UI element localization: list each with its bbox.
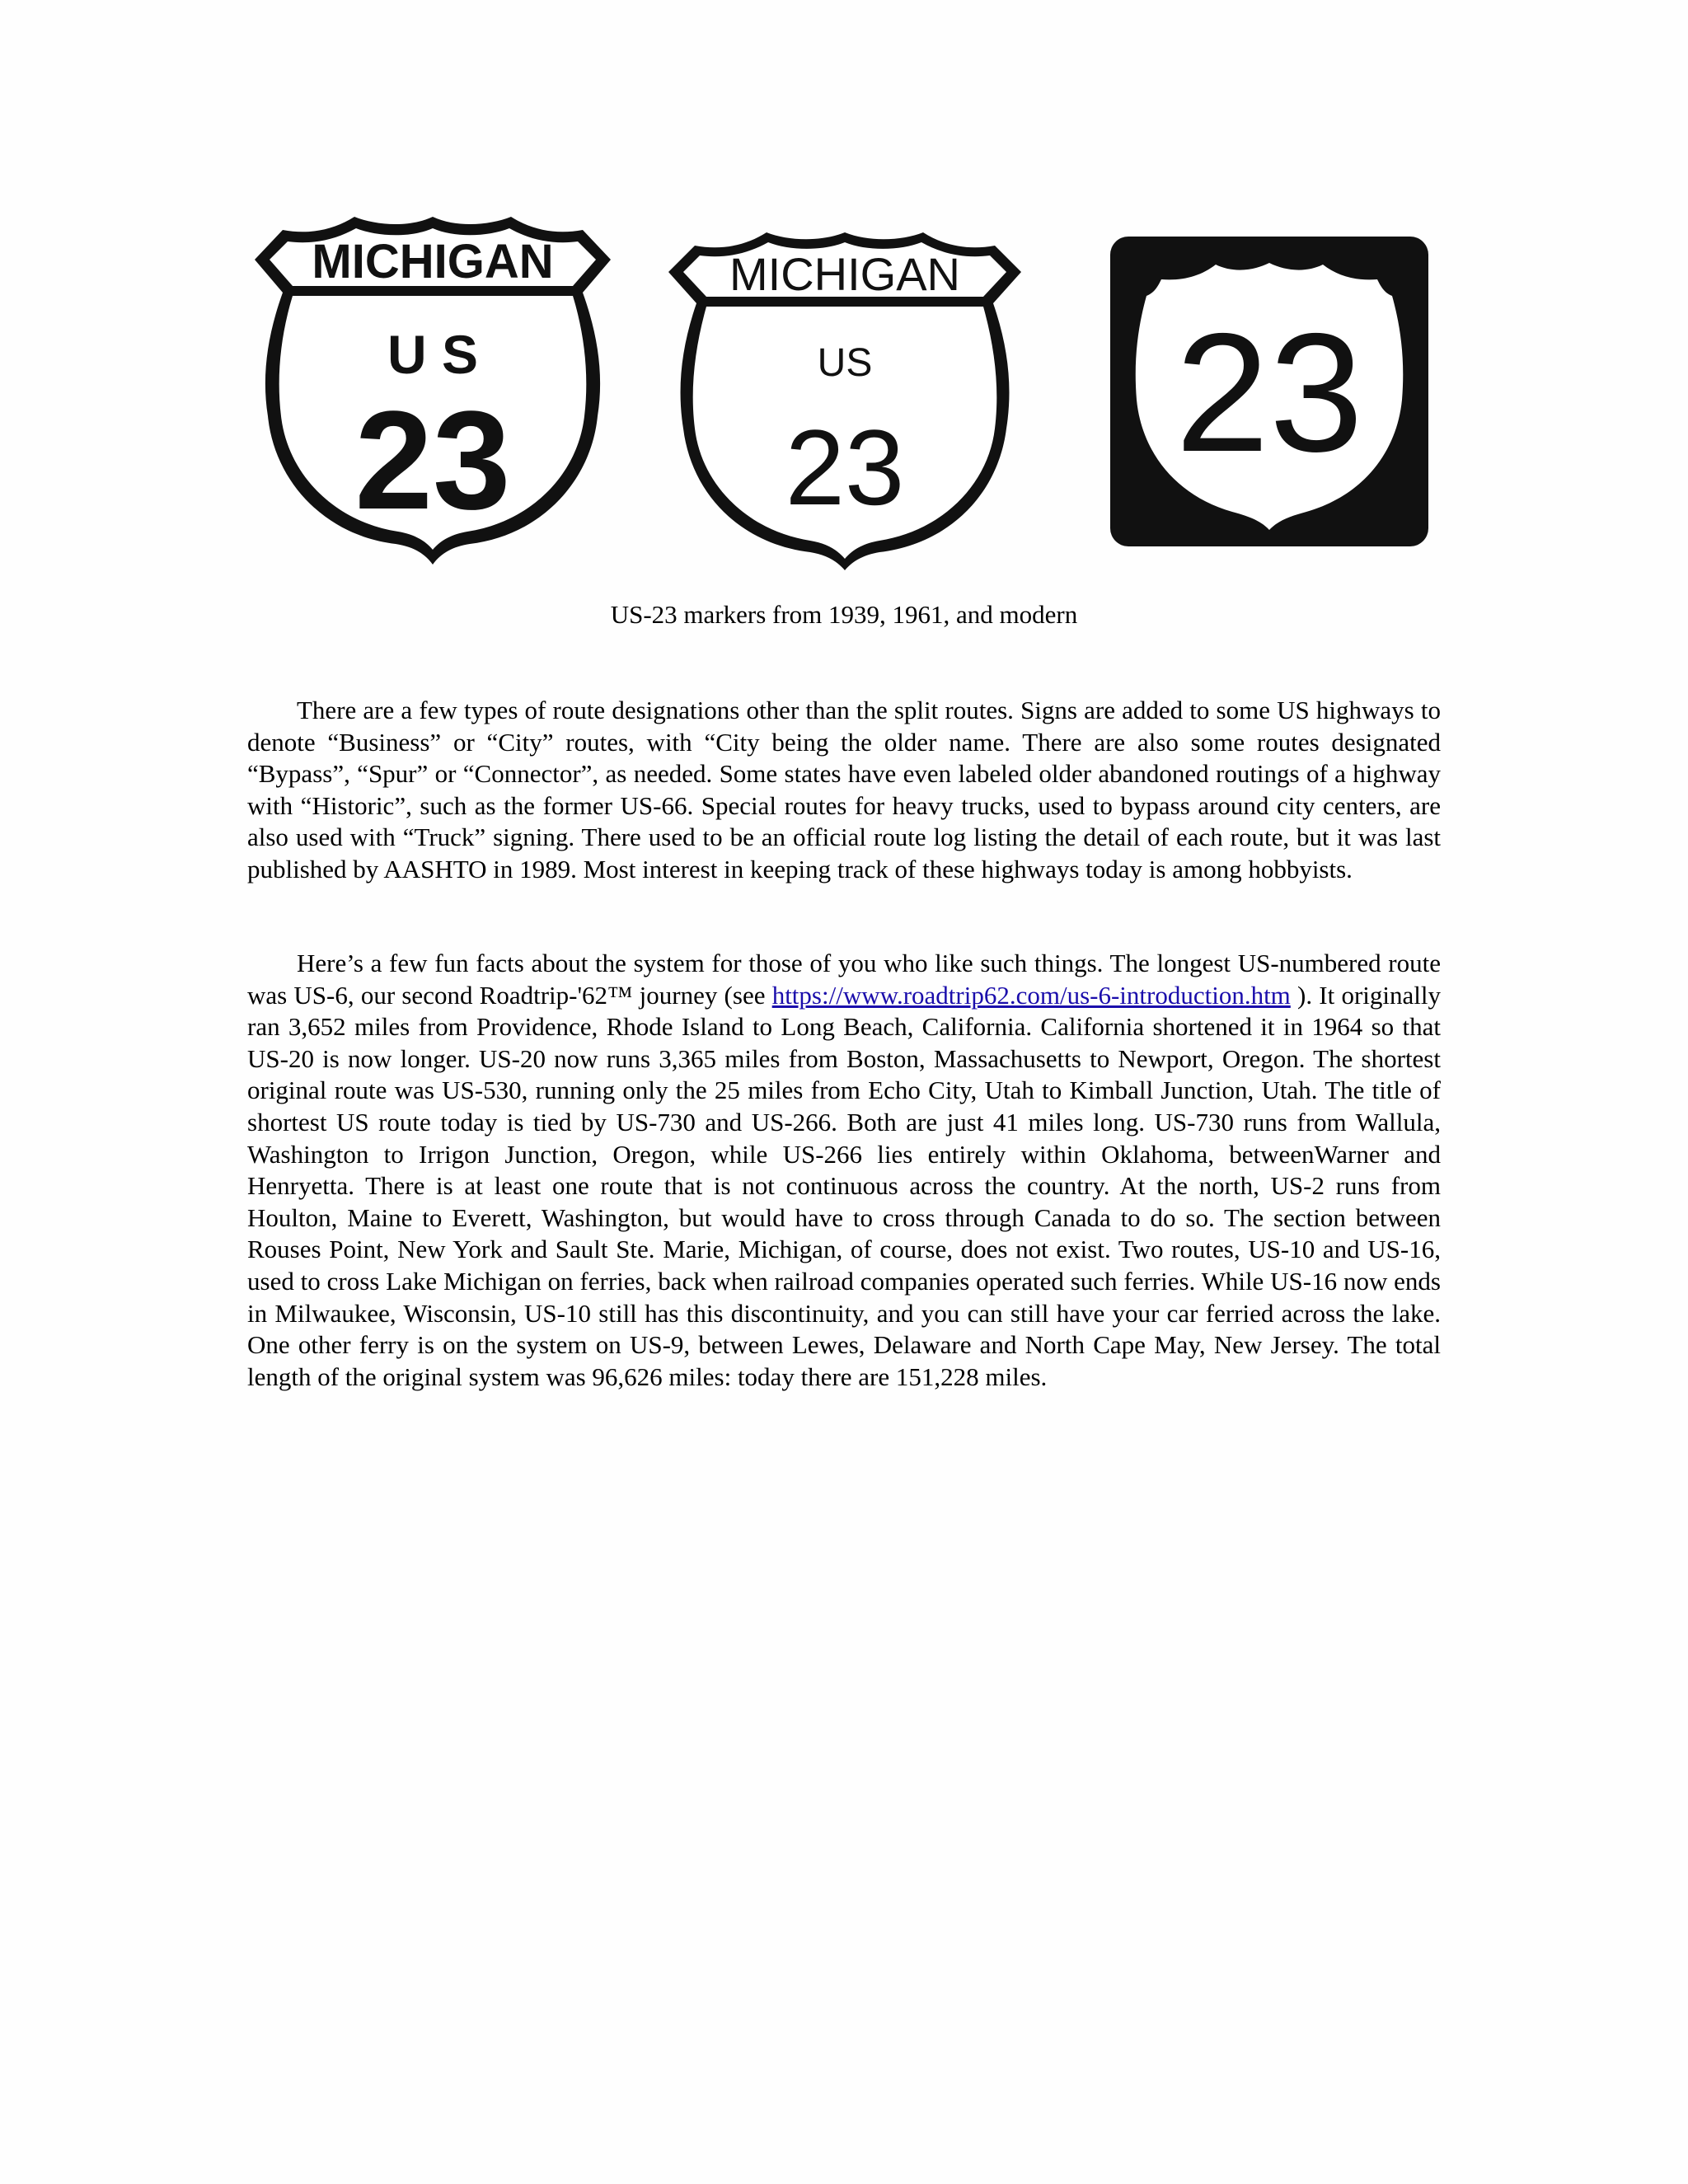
- marker-1961-state: MICHIGAN: [729, 248, 960, 300]
- marker-1939-number: 23: [354, 382, 511, 539]
- marker-modern-number: 23: [1175, 298, 1364, 487]
- marker-modern-image: [1109, 235, 1430, 548]
- marker-1939-us: U S: [387, 324, 479, 385]
- paragraph-fun-facts-text-after: ). It originally ran 3,652 miles from Providence, Rhode Island to Long Beach, California. California shortened it in 1964 so that US-20 is now longer. US-20 now runs 3,365 miles from Boston, Massachusetts to Newport, Oregon. The shortest original route was US-530, running only the 25 miles from Echo City, Utah to Kimball Junction, Utah. The title of shortest US route today is tied by US-730 and US-266. Both are just 41 miles long. US-730 runs from Wallula, Washington to Irrigon Junction, Oregon, while US-266 lies entirely within Oklahoma, betweenWarner and Henryetta. There is at least one route that is not continuous across the country. At the north, US-2 runs from Houlton, Maine to Everett, Washington, but would have to cross through Canada to do so. The section between Rouses Point, New York and Sault Ste. Marie, Michigan, of course, does not exist. Two routes, US-10 and US-16, used to cross Lake Michigan on ferries, back when railroad companies operated such ferries. While US-16 now ends in Milwaukee, Wisconsin, US-10 still has this discontinuity, and you can still have your car ferried across the lake. One other ferry is on the system on US-9, between Lewes, Delaware and North Cape May, New Jersey. The total length of the original system was 96,626 miles: today there are 151,228 miles.: [247, 980, 1441, 1391]
- marker-1939-state: MICHIGAN: [312, 235, 554, 288]
- marker-1961-number: 23: [785, 407, 905, 527]
- figure-caption: US-23 markers from 1939, 1961, and modern: [610, 600, 1078, 629]
- paragraph-fun-facts-text-before: Here’s a few fun facts about the system for those of you who like such things. The longest US-numbered route was US-6, our second Roadtrip-'62™ journey (see: [247, 949, 1441, 1010]
- us6-introduction-link[interactable]: https://www.roadtrip62.com/us-6-introduction.htm: [771, 980, 1291, 1010]
- paragraph-route-designations: There are a few types of route designations other than the split routes. Signs are added to some US highways to denote “Business” or “City” routes, with “City being the older name. There are also some routes designated “Bypass”, “Spur” or “Connector”, as needed. Some states have even labeled older abandoned routings of a highway with “Historic”, such as the former US-66. Special routes for heavy trucks, used to bypass around city centers, are also used with “Truck” signing. There used to be an official route log listing the detail of each route, but it was last published by AASHTO in 1989. Most interest in keeping track of these highways today is among hobbyists.: [247, 696, 1441, 883]
- paragraph-fun-facts: [247, 948, 1441, 1393]
- marker-1961-us: US: [817, 341, 873, 385]
- marker-1961-image: [663, 214, 1026, 577]
- us23-markers-figure: [251, 210, 1430, 581]
- marker-1939-image: [251, 210, 614, 573]
